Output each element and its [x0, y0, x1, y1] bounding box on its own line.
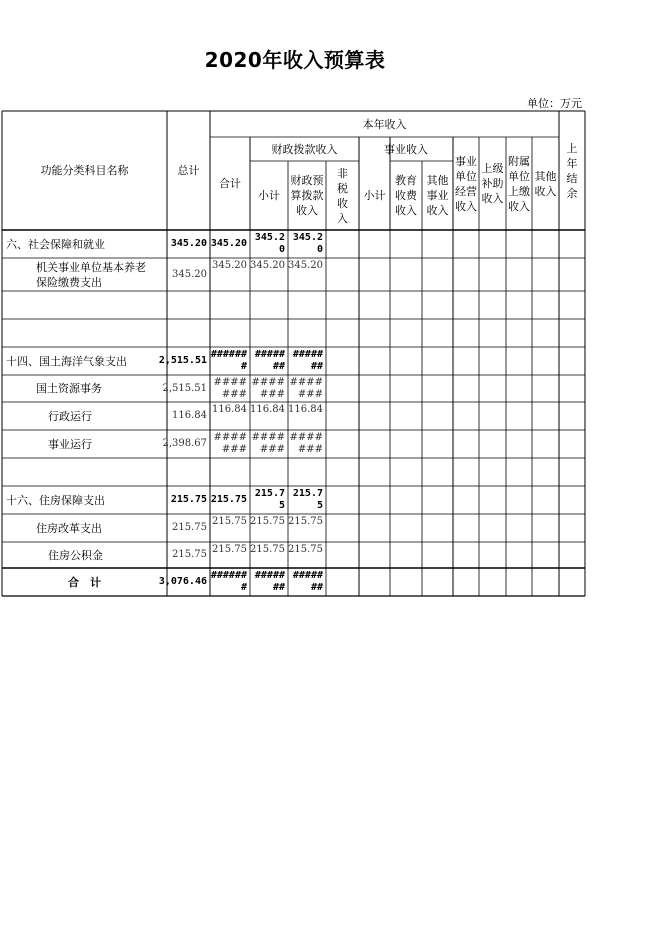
header-other-business: 其他事业收入: [426, 174, 449, 217]
row-sub: #######: [254, 349, 285, 372]
row-name: 机关事业单位基本养老保险缴费支出: [36, 260, 146, 289]
header-total: 总计: [177, 164, 200, 177]
row-sub: 215.75: [250, 544, 285, 555]
row-total: 116.84: [172, 410, 207, 421]
row-sum: 215.75: [212, 544, 247, 555]
row-sub: #######: [251, 376, 285, 400]
row-total: 215.75: [172, 522, 207, 533]
row-total: 3,076.46: [158, 576, 207, 587]
header-this-year-income: 本年收入: [362, 117, 407, 131]
row-name: 住房公积金: [48, 548, 103, 562]
row-budget: #######: [289, 432, 323, 455]
row-sum: #######: [210, 349, 247, 372]
row-sum: 345.20: [212, 260, 247, 271]
row-name: 国土资源事务: [36, 382, 102, 395]
row-total: [167, 291, 210, 319]
row-sum: 116.84: [212, 404, 247, 415]
row-budget: #######: [289, 376, 323, 400]
header-operating-income: 事业单位经营收入: [455, 154, 477, 213]
header-fiscal-allocation: 财政拨款收入: [271, 142, 338, 156]
row-name: 六、社会保障和就业: [6, 237, 105, 251]
row-budget: [288, 458, 326, 486]
row-name: [2, 291, 167, 319]
row-total: 2,515.51: [162, 382, 207, 394]
row-total: 215.75: [170, 494, 207, 505]
row-budget: 215.75: [288, 516, 323, 527]
row-sum: #######: [210, 570, 247, 593]
row-name: 十四、国土海洋气象支出: [6, 354, 127, 368]
row-total: 2,398.67: [162, 438, 207, 449]
row-sub: [250, 291, 288, 319]
header-education-fee: 教育收费收入: [395, 174, 417, 217]
row-sub: 116.84: [250, 404, 285, 415]
row-sub: 215.75: [254, 488, 285, 511]
header-higher-subsidy: 上级补助收入: [481, 162, 504, 205]
header-other-income: 其他收入: [534, 169, 557, 198]
row-name: [2, 458, 167, 486]
row-sum: 215.75: [210, 494, 247, 505]
row-budget: [288, 291, 326, 319]
row-name: 行政运行: [48, 409, 92, 423]
row-name: 住房改革支出: [36, 521, 102, 535]
header-func-name: 功能分类科目名称: [40, 164, 129, 177]
row-sum: 215.75: [212, 516, 247, 527]
header-business-subtotal: 小计: [363, 189, 386, 202]
row-total: 345.20: [170, 238, 207, 249]
row-budget: 345.20: [288, 260, 323, 271]
header-subtotal-all: 合计: [219, 177, 241, 190]
row-sum: 345.20: [210, 238, 247, 249]
row-total: [167, 458, 210, 486]
row-budget: #######: [292, 349, 323, 372]
row-total: 345.20: [172, 268, 207, 280]
row-sub: [250, 319, 288, 347]
row-name: 合 计: [68, 575, 101, 589]
row-budget: 215.75: [292, 488, 323, 511]
header-fiscal-budget: 财政预算拨款收入: [290, 174, 324, 217]
page-title: 2020年收入预算表: [204, 48, 386, 72]
row-budget: [288, 319, 326, 347]
unit-label: 单位：万元: [527, 97, 582, 110]
row-sum: #######: [213, 432, 247, 455]
header-business-income: 事业收入: [384, 142, 428, 156]
row-budget: 116.84: [288, 404, 323, 415]
row-sub: 345.20: [250, 260, 285, 271]
row-sum: [210, 319, 250, 347]
row-total: 2,515.51: [158, 355, 207, 366]
row-sub: 215.75: [250, 516, 285, 527]
row-total: 215.75: [172, 549, 207, 560]
row-name: 事业运行: [48, 437, 92, 451]
row-sub: #######: [251, 432, 285, 455]
header-last-year-balance: 上年结余: [566, 141, 578, 200]
row-name: 十六、住房保障支出: [6, 493, 105, 507]
row-sub: [250, 458, 288, 486]
row-budget: 215.75: [288, 544, 323, 555]
header-non-tax: 非税收入: [337, 166, 348, 225]
row-name: [2, 319, 167, 347]
row-sum: #######: [213, 376, 247, 400]
row-sub: 345.20: [254, 232, 285, 255]
row-sum: [210, 291, 250, 319]
row-sum: [210, 458, 250, 486]
row-total: [167, 319, 210, 347]
row-budget: 345.20: [292, 232, 323, 255]
row-budget: #######: [292, 570, 323, 593]
row-sub: #######: [254, 570, 285, 593]
header-affiliated-payment: 附属单位上缴收入: [508, 154, 530, 213]
header-fiscal-subtotal: 小计: [258, 189, 280, 202]
